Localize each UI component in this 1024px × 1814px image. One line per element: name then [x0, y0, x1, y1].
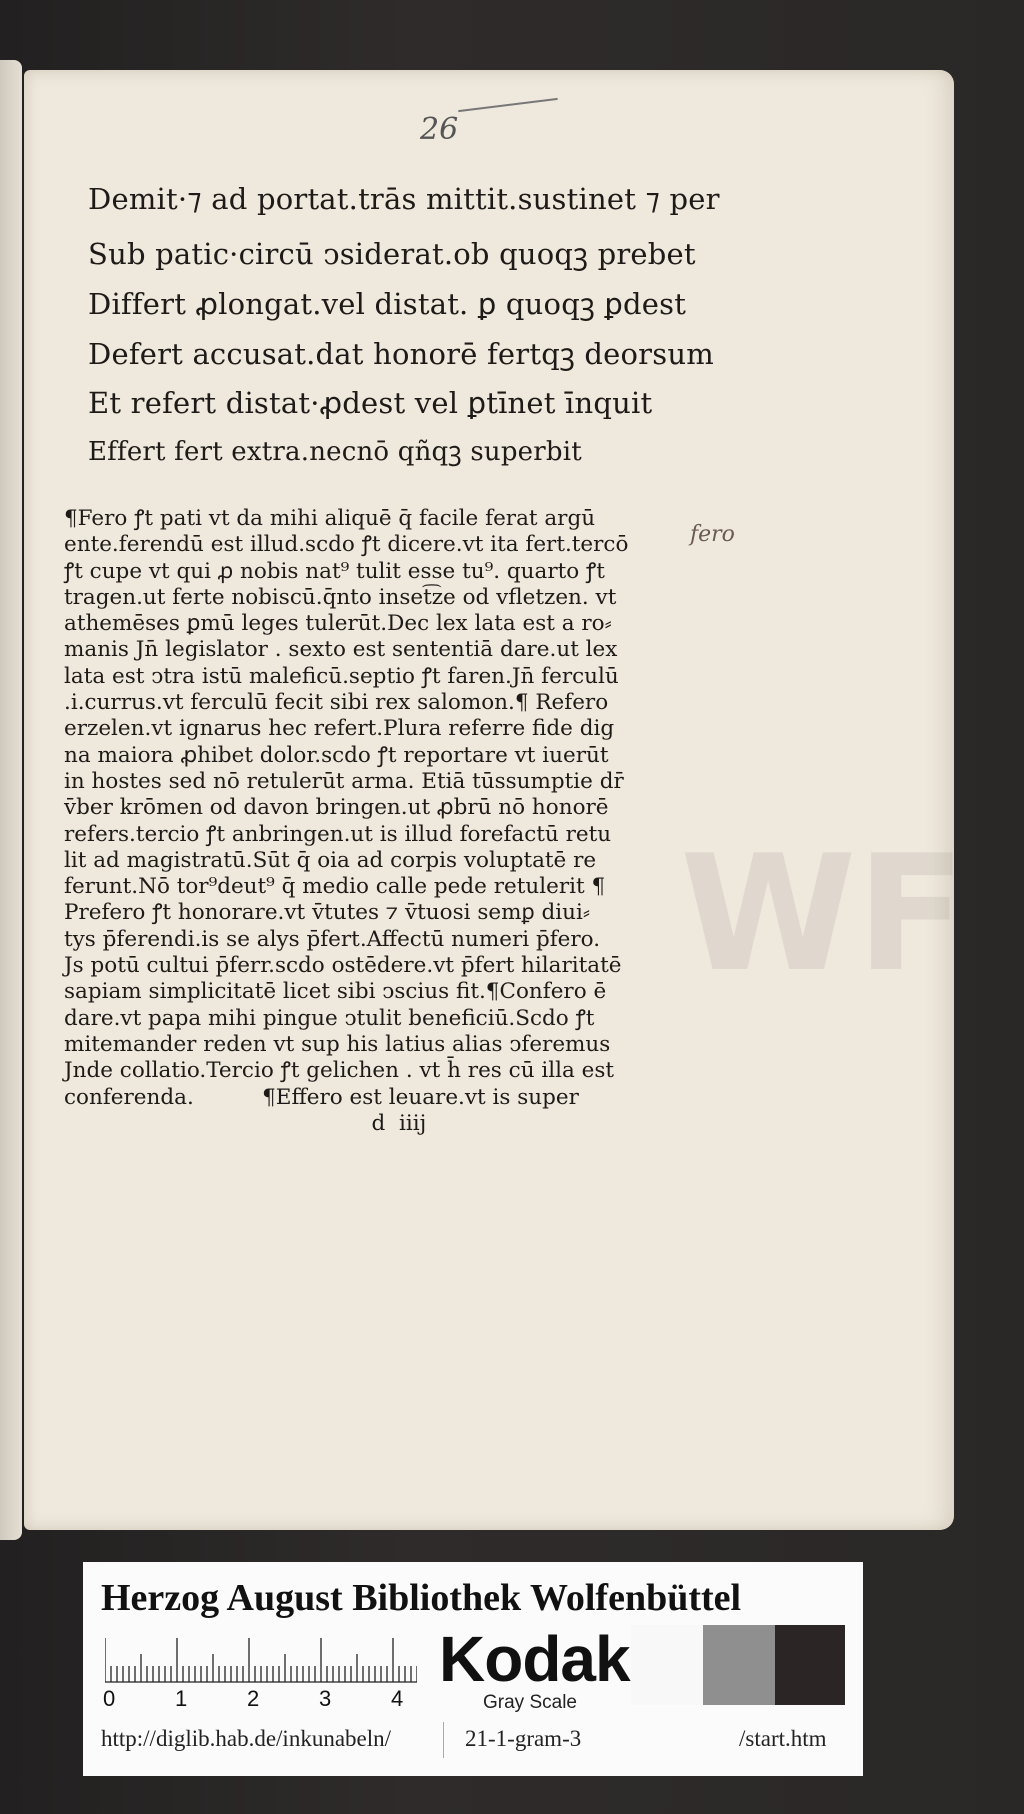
color-reference-card [83, 1562, 863, 1776]
url-base[interactable]: http://diglib.hab.de/inkunabeln/ [101, 1726, 392, 1751]
text-line: tys p̄ferendi.is se alys p̄fert.Affectū numeri p̄fero. [64, 926, 601, 952]
shelfmark: 21-1-gram-3 [465, 1726, 582, 1751]
text-line: ꝭt cupe vt qui ꝓ nobis nat⁹ tulit esse tu⁹. quarto ꝭt [64, 558, 605, 584]
text-line: in hostes sed nō retulerūt arma. Etiā tūssumptie dr̄ [64, 768, 624, 794]
text-line: .i.currus.vt ferculū fecit sibi rex salomon.¶ Refero [64, 690, 609, 716]
text-line: manis Jn̄ legislator . sexto est sententiā dare.ut lex [64, 637, 618, 663]
text-line: ferunt.Nō tor⁹deut⁹ q̄ medio calle pede retulerit ¶ [64, 874, 606, 900]
text-line: lata est ↄtra istū maleficū.septio ꝭt faren.Jn̄ ferculū [64, 663, 619, 689]
library-title: Herzog August Bibliothek Wolfenbüttel [101, 1577, 742, 1619]
facing-page-edge [0, 60, 22, 1540]
verse-line: Effert fert extra.necnō qñqꝫ superbit [88, 437, 582, 467]
gray-patch-white [631, 1625, 703, 1705]
text-line: na maiora ꝓhibet dolor.scdo ꝭt reportare vt iuerūt [64, 742, 609, 768]
text-line: dare.vt papa mihi pingue ↄtulit beneficiū.Scdo ꝭt [64, 1005, 595, 1031]
text-line: ¶Fero ꝭt pati vt da mihi aliquē q̄ facile ferat argū [64, 506, 596, 531]
verse-line: Et refert distat·ꝓdest vel ꝑtīnet īnquit [88, 386, 653, 420]
text-line: Jnde collatio.Tercio ꝭt gelichen . vt h̄ res cū illa est [64, 1058, 615, 1084]
commentary-text [64, 506, 684, 1137]
folio-number: 26 [420, 112, 459, 147]
text-line: Js potū cultui p̄ferr.scdo ostēdere.vt p̄fert hilaritatē [64, 953, 622, 979]
margin-annotation: fero [690, 522, 735, 547]
text-line: erzelen.vt ignarus hec refert.Plura referre fide dig [64, 716, 615, 742]
kodak-logo: Kodak [439, 1623, 630, 1695]
watermark-letters: WF [680, 820, 966, 1007]
url-tail[interactable]: /start.htm [739, 1726, 827, 1751]
gray-scale-label: Gray Scale [483, 1692, 577, 1713]
url-separator [443, 1722, 444, 1758]
ruler-number: 3 [319, 1686, 332, 1711]
text-line: refers.tercio ꝭt anbringen.ut is illud forefactū retu [64, 821, 612, 847]
verse-line: Demit·⁊ ad portat.trās mittit.sustinet ⁊ per [88, 182, 720, 216]
text-line: ente.ferendū est illud.scdo ꝭt dicere.vt ita fert.tercō [64, 532, 629, 558]
ruler-number: 4 [391, 1686, 404, 1711]
text-line: sapiam simplicitatē licet sibi ↄscius fit.¶Confero ē [64, 979, 607, 1005]
ruler-number: 1 [175, 1686, 188, 1711]
ruler-number: 2 [247, 1686, 260, 1711]
text-line: Prefero ꝭt honorare.vt v̄tutes ⁊ v̄tuosi semꝑ diui⸗ [64, 900, 591, 926]
signature-mark: d iiij [64, 1110, 427, 1136]
text-line: lit ad magistratū.Sūt q̄ oia ad corpis voluptatē re [64, 847, 597, 873]
ruler-number: 0 [103, 1686, 116, 1711]
text-line: tragen.ut ferte nobiscū.q̄nto inset͡ze od vfletzen. vt [64, 584, 617, 610]
verse-line: Sub patic·circū ↄsiderat.ob quoqꝫ prebet [88, 237, 696, 271]
verse-line: Defert accusat.dat honorē fertqꝫ deorsum [88, 337, 714, 371]
gray-patch-mid [703, 1625, 775, 1705]
text-line: mitemander reden vt sup his latius alias ↄferemus [64, 1031, 611, 1057]
ruler-numbers [103, 1686, 433, 1714]
text-line: athemēses ꝑmū leges tulerūt.Dec lex lata est a ro⸗ [64, 611, 612, 637]
ruler-scale [105, 1634, 417, 1684]
gray-patch-dark [775, 1625, 845, 1705]
text-line: conferenda. ¶Effero est leuare.vt is super [64, 1084, 579, 1110]
verse-line: Differt ꝓlongat.vel distat. ꝑ quoqꝫ ꝑdest [88, 287, 687, 321]
text-line: v̄ber krōmen od davon bringen.ut ꝓbrū nō honorē [64, 795, 609, 821]
